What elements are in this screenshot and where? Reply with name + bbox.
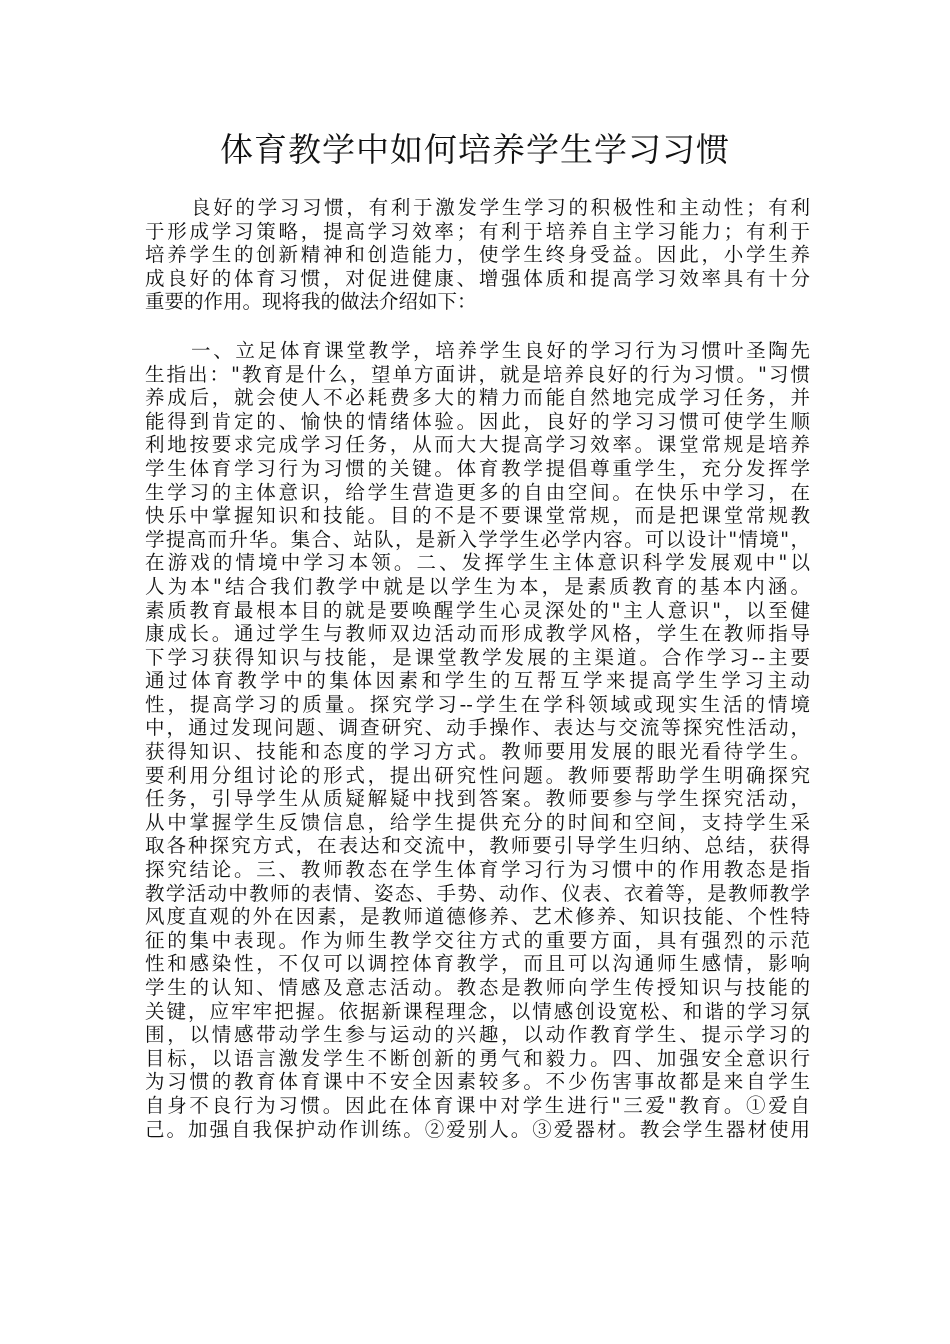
paragraph-line: 能得到肯定的、愉快的情绪体验。因此，良好的学习习惯可使学生顺 xyxy=(145,409,810,433)
paragraph-line: 下学习获得知识与技能，是课堂教学发展的主渠道。合作学习--主要 xyxy=(145,645,810,669)
paragraph-line: 通过体育教学中的集体因素和学生的互帮互学来提高学生学习主动 xyxy=(145,669,810,693)
paragraph-line: 康成长。通过学生与教师双边活动而形成教学风格，学生在教师指导 xyxy=(145,622,810,646)
paragraph-line: 成良好的体育习惯，对促进健康、增强体质和提高学习效率具有十分 xyxy=(145,266,810,290)
paragraph-line: 自身不良行为习惯。因此在体育课中对学生进行"三爱"教育。①爱自 xyxy=(145,1093,810,1117)
paragraph-line: 风度直观的外在因素，是教师道德修养、艺术修养、知识技能、个性特 xyxy=(145,905,810,929)
paragraph-line: 己。加强自我保护动作训练。②爱别人。③爱器材。教会学生器材使用 xyxy=(145,1117,810,1141)
paragraph-line: 探究结论。三、教师教态在学生体育学习行为习惯中的作用教态是指 xyxy=(145,858,810,882)
paragraph-line: 中，通过发现问题、调查研究、动手操作、表达与交流等探究性活动， xyxy=(145,716,810,740)
paragraph-line: 教学活动中教师的表情、姿态、手势、动作、仪表、衣着等，是教师教学 xyxy=(145,881,810,905)
paragraph-line: 在游戏的情境中学习本领。二、发挥学生主体意识科学发展观中"以 xyxy=(145,551,810,575)
paragraph-line: 关键，应牢牢把握。依据新课程理念，以情感创设宽松、和谐的学习氛 xyxy=(145,999,810,1023)
paragraph-line: 为习惯的教育体育课中不安全因素较多。不少伤害事故都是来自学生 xyxy=(145,1070,810,1094)
paragraph-line: 学生的认知、情感及意志活动。教态是教师向学生传授知识与技能的 xyxy=(145,976,810,999)
paragraph-line: 培养学生的创新精神和创造能力，使学生终身受益。因此，小学生养 xyxy=(145,243,810,267)
paragraph-line: 要利用分组讨论的形式，提出研究性问题。教师要帮助学生明确探究 xyxy=(145,763,810,787)
document-title: 体育教学中如何培养学生学习习惯 xyxy=(220,130,730,169)
paragraph-line: 重要的作用。现将我的做法介绍如下： xyxy=(145,290,477,314)
paragraph-line: 任务，引导学生从质疑解疑中找到答案。教师要参与学生探究活动， xyxy=(145,787,810,811)
document-body xyxy=(145,196,810,1141)
paragraph-line: 于形成学习策略，提高学习效率；有利于培养自主学习能力；有利于 xyxy=(145,219,810,243)
paragraph-line: 学生体育学习行为习惯的关键。体育教学提倡尊重学生，充分发挥学 xyxy=(145,456,810,480)
paragraph-gap xyxy=(145,314,810,339)
paragraph-line: 良好的学习习惯，有利于激发学生学习的积极性和主动性；有利 xyxy=(191,196,810,219)
paragraph-line: 养成后，就会使人不必耗费多大的精力而能自然地完成学习任务，并 xyxy=(145,386,810,410)
paragraph-line: 从中掌握学生反馈信息，给学生提供充分的时间和空间，支持学生采 xyxy=(145,810,810,834)
paragraph-line: 快乐中掌握知识和技能。目的不是不要课堂常规，而是把课堂常规教 xyxy=(145,504,810,528)
paragraph-line: 素质教育最根本目的就是要唤醒学生心灵深处的"主人意识"，以至健 xyxy=(145,598,810,622)
paragraph-line: 学提高而升华。集合、站队，是新入学学生必学内容。可以设计"情境"， xyxy=(145,527,810,551)
paragraph-line: 生学习的主体意识，给学生营造更多的自由空间。在快乐中学习，在 xyxy=(145,480,810,504)
paragraph-line: 获得知识、技能和态度的学习方式。教师要用发展的眼光看待学生。 xyxy=(145,740,810,764)
paragraph-line: 性和感染性，不仅可以调控体育教学，而且可以沟通师生感情，影响 xyxy=(145,952,810,976)
paragraph-line: 利地按要求完成学习任务，从而大大提高学习效率。课堂常规是培养 xyxy=(145,433,810,457)
paragraph-line: 人为本"结合我们教学中就是以学生为本，是素质教育的基本内涵。 xyxy=(145,574,810,598)
paragraph-line: 一、立足体育课堂教学，培养学生良好的学习行为习惯叶圣陶先 xyxy=(191,338,810,362)
paragraph-line: 性，提高学习的质量。探究学习--学生在学科领域或现实生活的情境 xyxy=(145,692,810,716)
paragraph-line: 征的集中表现。作为师生教学交往方式的重要方面，具有强烈的示范 xyxy=(145,928,810,952)
paragraph-line: 取各种探究方式，在表达和交流中，教师要引导学生归纳、总结，获得 xyxy=(145,834,810,858)
paragraph-line: 目标，以语言激发学生不断创新的勇气和毅力。四、加强安全意识行 xyxy=(145,1046,810,1070)
paragraph-line: 围，以情感带动学生参与运动的兴趣，以动作教育学生、提示学习的 xyxy=(145,1023,810,1047)
paragraph-line: 生指出："教育是什么，望单方面讲，就是培养良好的行为习惯。"习惯 xyxy=(145,362,810,386)
